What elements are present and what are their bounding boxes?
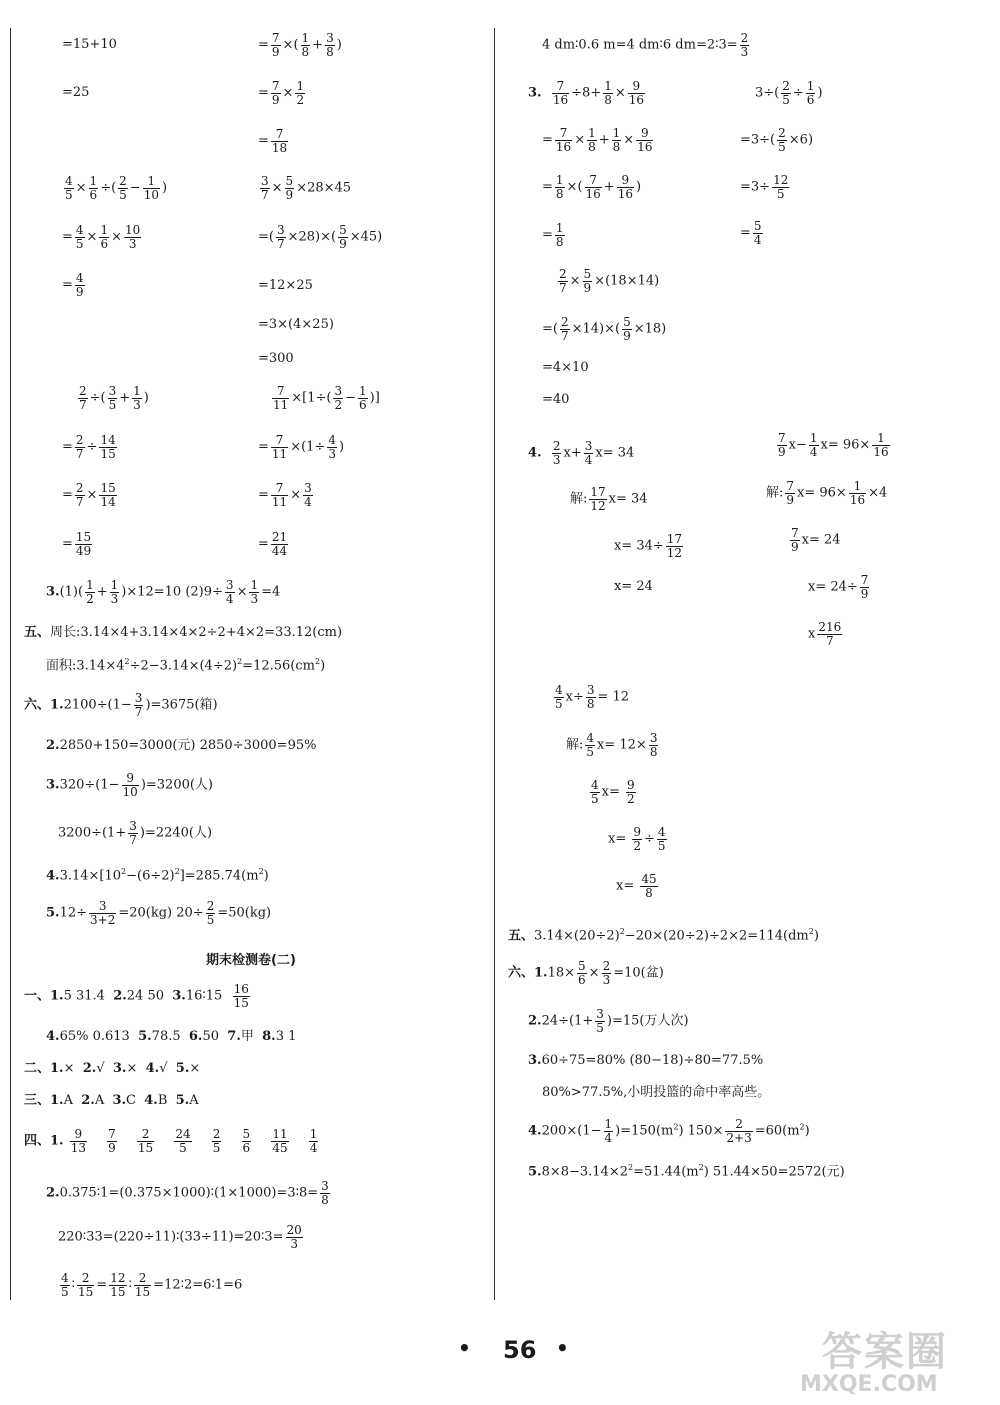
answer-line: 3.320÷(1− $\frac{9}{10}$ )=3200(人): [46, 771, 214, 799]
answer-line: 二、1.× 2.√ 3.× 4.√ 5.×: [24, 1061, 201, 1076]
calc-line: $\frac{4}{5}$ × $\frac{1}{6}$ ÷( $\frac{2}{5}$ − $\frac{1}{10}$ ): [65, 174, 168, 202]
calc-line: $\frac{3}{7}$ × $\frac{5}{9}$ ×28×45: [261, 174, 352, 202]
column-divider: [494, 28, 495, 1300]
calc-line: =( $\frac{3}{7}$ ×28)×( $\frac{5}{9}$ ×45): [258, 223, 383, 251]
calc-line: =3×(4×25): [258, 317, 334, 332]
calc-line: = $\frac{5}{4}$: [740, 219, 762, 247]
equation-line: x= $\frac{9}{2}$ ÷ $\frac{4}{5}$: [608, 825, 666, 853]
page-number-dot-right: •: [556, 1336, 569, 1360]
answer-line: 三、1.A 2.A 3.C 4.B 5.A: [24, 1093, 199, 1108]
answer-line: 面积$:3.14\times 4^2\div 2-3.14\times(4\div 2)^2=12.56(cm^2)$: [46, 657, 326, 674]
section-title: 期末检测卷(二): [206, 953, 296, 968]
answer-line: 5.12÷ $\frac{3}{3+2}$ =20(kg) 20÷ $\frac{2}{5}$ =50(kg): [46, 899, 272, 927]
answer-line: 六、1.18× $\frac{5}{6}$ × $\frac{2}{3}$ =10(盆): [508, 959, 664, 987]
calc-line: = $\frac{7}{11}$ × $\frac{3}{4}$: [258, 481, 312, 509]
equation-line: $\frac{4}{5}$ x= $\frac{9}{2}$: [591, 778, 635, 806]
calc-line: = $\frac{1}{8}$: [542, 221, 564, 249]
calc-line: = $\frac{2}{7}$ ÷ $\frac{14}{15}$: [62, 433, 116, 461]
calc-line: = $\frac{7}{9}$ ×( $\frac{1}{8}$ + $\frac{3}{8}$ ): [258, 31, 342, 59]
calc-line: =( $\frac{2}{7}$ ×14)×( $\frac{5}{9}$ ×18): [542, 315, 667, 343]
answer-line: 五、$3.14\times(20\div 2)^2-20\times(20\div 2)\div 2\times 2=114(dm^2)$: [508, 927, 819, 944]
answer-line: 五、周长:3.14×4+3.14×4×2÷2+4×2=33.12(cm): [24, 625, 343, 640]
calc-line: =3÷( $\frac{2}{5}$ ×6): [740, 126, 814, 154]
calc-line: $\frac{2}{7}$ × $\frac{5}{9}$ ×(18×14): [559, 267, 660, 295]
answer-line: 六、1.2100÷(1− $\frac{3}{7}$ )=3675(箱): [24, 691, 218, 719]
page-number-dot-left: •: [458, 1336, 471, 1360]
watermark-logo: 答案圈: [822, 1329, 948, 1375]
calc-line: =25: [62, 85, 90, 100]
calc-line: =40: [542, 392, 570, 407]
page-number: 56: [503, 1336, 537, 1364]
calc-line: =4×10: [542, 360, 589, 375]
calc-line: =15+10: [62, 37, 117, 52]
equation-line: x= 24: [614, 579, 653, 594]
answer-line: $5.8\times 8-3.14\times 2^2=51.44(m^2)$ 51.44×50=2572(元): [528, 1163, 845, 1180]
calc-line: =3÷ $\frac{12}{5}$: [740, 173, 789, 201]
watermark-url: MXQE.COM: [800, 1372, 938, 1397]
calc-line: = $\frac{7}{11}$ ×(1÷ $\frac{4}{3}$ ): [258, 433, 345, 461]
equation-line: $\frac{4}{5}$ x÷ $\frac{3}{8}$ = 12: [555, 683, 630, 711]
answer-line: 一、1.5 31.4 2.24 50 3.16∶15 $\frac{16}{15}$: [24, 982, 249, 1010]
calc-line: = $\frac{7}{9}$ × $\frac{1}{2}$: [258, 79, 305, 107]
answer-line: $4.3.14\times[10^2-(6\div 2)^2]=285.74(m^2)$: [46, 867, 269, 884]
equation-line: 解: $\frac{17}{12}$ x= 34: [570, 485, 648, 513]
calc-line: = $\frac{4}{5}$ × $\frac{1}{6}$ × $\frac{10}{3}$: [62, 223, 141, 251]
answer-line: $\frac{4}{5}$ ∶ $\frac{2}{15}$ = $\frac{12}{15}$ ∶ $\frac{2}{15}$ =12∶2=6∶1=6: [61, 1271, 243, 1299]
answer-line: 4.200×(1− $\frac{1}{4}$ )$=150(m^2)$ 150× $\frac{2}{2+3}$ $=60(m^2)$: [528, 1117, 810, 1145]
equation-line: x= $\frac{45}{8}$: [616, 872, 657, 900]
answer-line: 3.60÷75=80% (80−18)÷80=77.5%: [528, 1053, 764, 1068]
calc-line: = $\frac{7}{18}$: [258, 127, 288, 155]
calc-line: = $\frac{2}{7}$ × $\frac{15}{14}$: [62, 481, 116, 509]
equation-line: 4. $\frac{2}{3}$ x+ $\frac{3}{4}$ x= 34: [528, 439, 635, 467]
answer-line: 3200÷(1+ $\frac{3}{7}$ )=2240(人): [58, 819, 213, 847]
calc-line: $\frac{7}{11}$ ×[1÷( $\frac{3}{2}$ − $\frac{1}{6}$ )]: [273, 384, 380, 412]
answer-line: 80%>77.5%,小明投篮的命中率高些。: [542, 1085, 771, 1100]
calc-line: = $\frac{15}{49}$: [62, 530, 92, 558]
equation-line: 解: $\frac{7}{9}$ x= 96× $\frac{1}{16}$ ×4: [766, 479, 888, 507]
equation-line: $\frac{7}{9}$ x= 24: [791, 526, 841, 554]
left-margin-rule: [10, 28, 11, 1300]
answer-line: 3.(1)( $\frac{1}{2}$ + $\frac{1}{3}$ )×12=10 (2)9÷ $\frac{3}{4}$ × $\frac{1}{3}$ =4: [46, 578, 281, 606]
calc-line: 3÷( $\frac{2}{5}$ ÷ $\frac{1}{6}$ ): [755, 79, 823, 107]
answer-line: 4.65% 0.613 5.78.5 6.50 7.甲 8.3 1: [46, 1029, 297, 1044]
calc-line: =300: [258, 351, 294, 366]
answer-line: 2.0.375∶1=(0.375×1000)∶(1×1000)=3∶8= $\frac{3}{8}$: [46, 1179, 329, 1207]
answer-line: 2.24÷(1+ $\frac{3}{5}$ )=15(万人次): [528, 1007, 689, 1035]
equation-line: x= 34÷ $\frac{17}{12}$: [614, 532, 683, 560]
equation-line: x $\frac{216}{7}$: [808, 620, 842, 648]
equation-line: x= 24÷ $\frac{7}{9}$: [808, 573, 869, 601]
calc-line: = $\frac{4}{9}$: [62, 271, 84, 299]
calc-line: =12×25: [258, 278, 313, 293]
equation-line: 解: $\frac{4}{5}$ x= 12× $\frac{3}{8}$: [566, 731, 658, 759]
calc-line: = $\frac{1}{8}$ ×( $\frac{7}{16}$ + $\frac{9}{16}$ ): [542, 173, 642, 201]
calc-line: = $\frac{7}{16}$ × $\frac{1}{8}$ + $\frac{1}{8}$ × $\frac{9}{16}$: [542, 126, 653, 154]
equation-line: $\frac{7}{9}$ x− $\frac{1}{4}$ x= 96× $\frac{1}{16}$: [778, 431, 889, 459]
answer-line: 2.2850+150=3000(元) 2850÷3000=95%: [46, 738, 317, 753]
calc-line: $\frac{2}{7}$ ÷( $\frac{3}{5}$ + $\frac{1}{3}$ ): [79, 384, 149, 412]
answer-line: 220∶33=(220÷11)∶(33÷11)=20∶3= $\frac{20}{3}$: [58, 1223, 302, 1251]
calc-line: 4 dm∶0.6 m=4 dm∶6 dm=2∶3= $\frac{2}{3}$: [542, 31, 749, 59]
answer-line: 四、1. $\frac{9}{13}$ $\frac{7}{9}$ $\frac{2}{15}$ $\frac{24}{5}$ $\frac{2}{5}$ $\frac{5}{6}$ $\frac{11}{45}$ $\frac{1}{4}$: [24, 1127, 318, 1155]
calc-line: 3. $\frac{7}{16}$ ÷8+ $\frac{1}{8}$ × $\frac{9}{16}$: [528, 79, 645, 107]
calc-line: = $\frac{21}{44}$: [258, 530, 288, 558]
